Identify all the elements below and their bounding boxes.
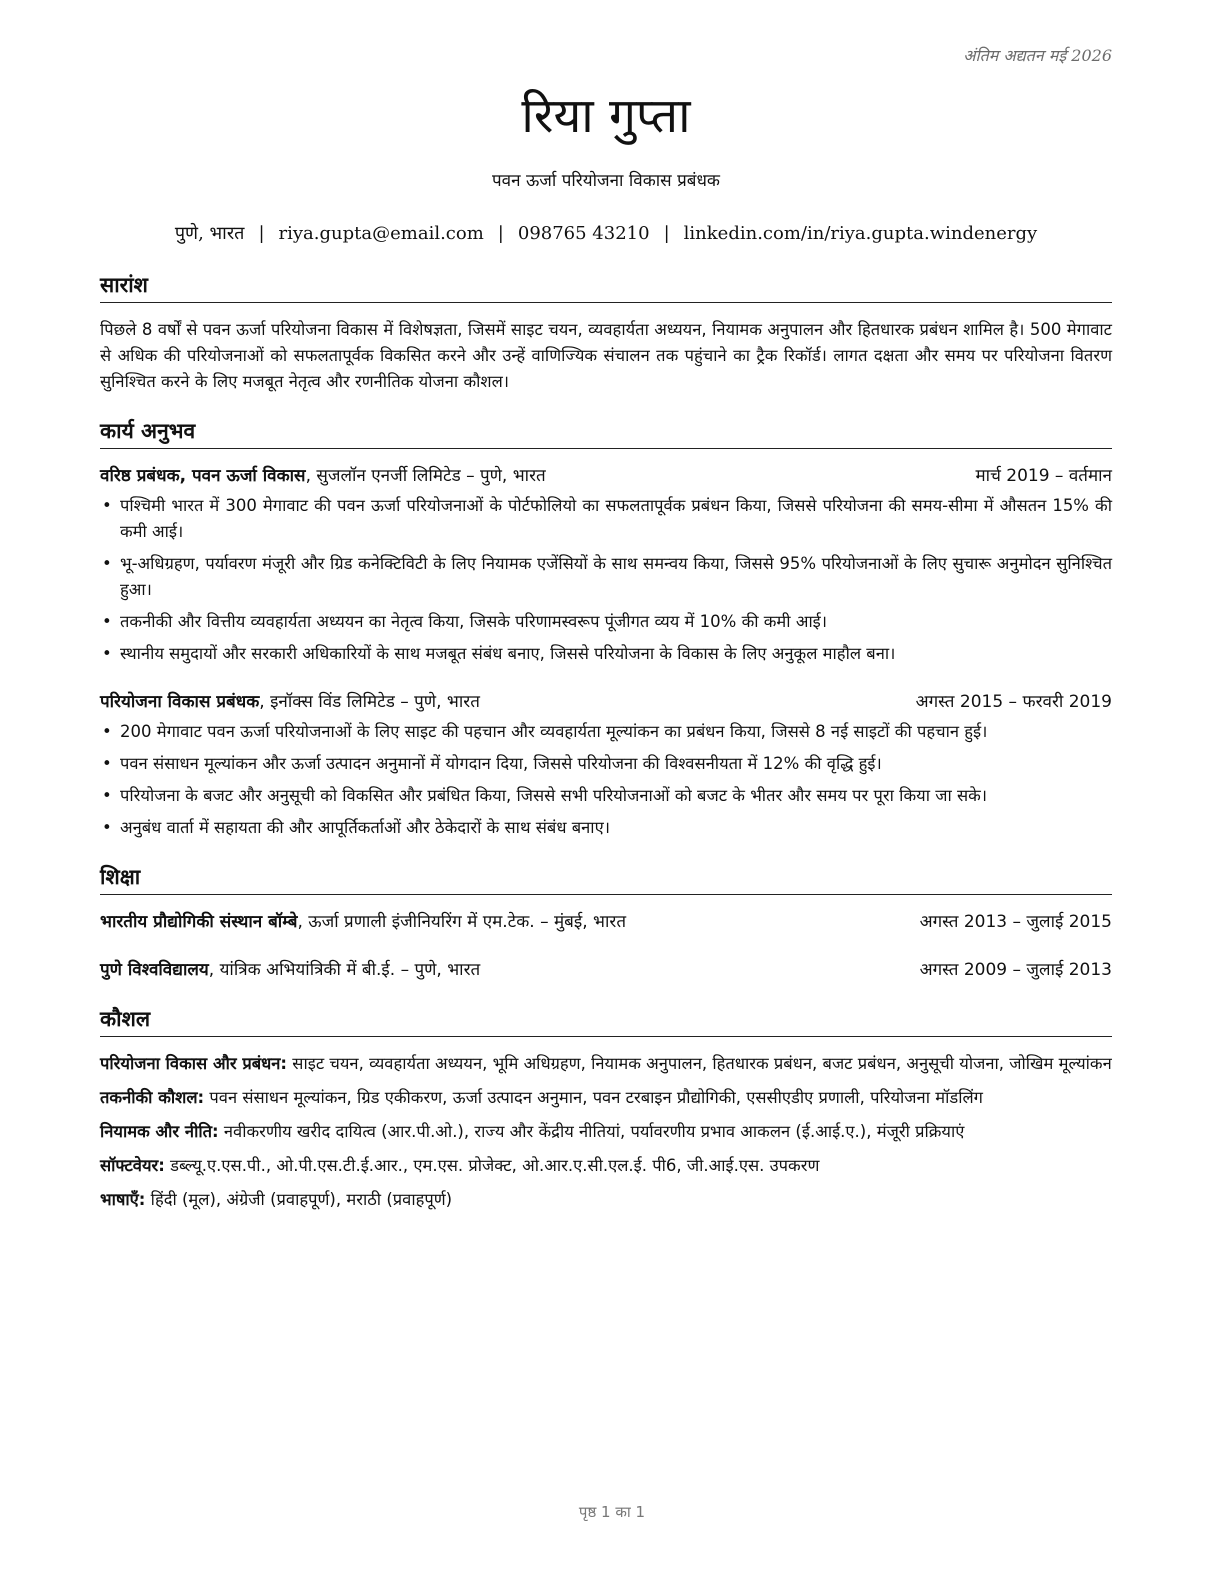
bullet-dot: • xyxy=(102,818,112,837)
education-section xyxy=(100,863,1112,983)
experience-list xyxy=(100,463,1112,841)
job-role: वरिष्ठ प्रबंधक, पवन ऊर्जा विकास xyxy=(100,466,306,486)
skill-label: सॉफ्टवेयर: xyxy=(100,1156,165,1175)
job-company: , सुजलॉन एनर्जी लिमिटेड – पुणे, भारत xyxy=(305,466,546,486)
education-dates: अगस्त 2013 – जुलाई 2015 xyxy=(919,912,1112,932)
skill-row xyxy=(100,1051,1112,1077)
skill-value: पवन संसाधन मूल्यांकन, ग्रिड एकीकरण, ऊर्जा उत्पादन अनुमान, पवन टरबाइन प्रौद्योगिकी, एससीएडीए प्रणाली, परियोजना मॉडलिंग xyxy=(204,1088,983,1107)
job-company: , इनॉक्स विंड लिमिटेड – पुणे, भारत xyxy=(259,692,480,712)
job-role: परियोजना विकास प्रबंधक xyxy=(100,692,260,712)
job-bullet-text: भू-अधिग्रहण, पर्यावरण मंजूरी और ग्रिड कनेक्टिविटी के लिए नियामक एजेंसियों के साथ समन्वय किया, जिससे 95% परियोजनाओं के लिए सुचारू अनुमोदन सुनिश्चित हुआ। xyxy=(120,554,1112,599)
skill-label: भाषाएँ: xyxy=(100,1190,146,1209)
skill-row xyxy=(100,1153,1112,1179)
bullet-dot: • xyxy=(102,644,112,663)
resume-page xyxy=(100,0,1112,1221)
contact-separator: | xyxy=(497,223,504,244)
skills-section xyxy=(100,1005,1112,1213)
section-heading-skills: कौशल xyxy=(100,1005,1112,1037)
bullet-dot: • xyxy=(102,754,112,773)
bullet-dot: • xyxy=(102,722,112,741)
education-institution: भारतीय प्रौद्योगिकी संस्थान बॉम्बे xyxy=(100,912,298,932)
skill-row xyxy=(100,1085,1112,1111)
job-bullets xyxy=(100,493,1112,667)
summary-section xyxy=(100,271,1112,395)
summary-text: पिछले 8 वर्षों से पवन ऊर्जा परियोजना विकास में विशेषज्ञता, जिसमें साइट चयन, व्यवहार्यता अध्ययन, नियामक अनुपालन और हितधारक प्रबंधन शामिल है। 500 मेगावाट से अधिक की परियोजनाओं को सफलतापूर्वक विकसित करने और उन्हें वाणिज्यिक संचालन तक पहुंचाने का ट्रैक रिकॉर्ड। लागत दक्षता और समय पर परियोजना वितरण सुनिश्चित करने के लिए मजबूत नेतृत्व और रणनीतिक योजना कौशल। xyxy=(100,320,1112,391)
education-institution: पुणे विश्वविद्यालय xyxy=(100,960,209,980)
job-bullet-text: पश्चिमी भारत में 300 मेगावाट की पवन ऊर्जा परियोजनाओं के पोर्टफोलियो का सफलतापूर्वक प्रबंधन किया, जिससे परियोजना की समय-सीमा में औसतन 15% की कमी आई। xyxy=(120,496,1112,541)
job-bullet-text: पवन संसाधन मूल्यांकन और ऊर्जा उत्पादन अनुमानों में योगदान दिया, जिससे परियोजना की विश्वसनीयता में 12% की वृद्धि हुई। xyxy=(120,754,882,773)
job-bullet-text: तकनीकी और वित्तीय व्यवहार्यता अध्ययन का नेतृत्व किया, जिसके परिणामस्वरूप पूंजीगत व्यय में 10% की कमी आई। xyxy=(120,612,828,631)
candidate-name: रिया गुप्ता xyxy=(521,88,691,144)
experience-section xyxy=(100,417,1112,841)
skill-row xyxy=(100,1187,1112,1213)
bullet-dot: • xyxy=(102,496,112,515)
contact-line xyxy=(100,221,1112,245)
job-header xyxy=(100,463,1112,489)
education-dates: अगस्त 2009 – जुलाई 2013 xyxy=(919,960,1112,980)
last-updated-date: अंतिम अद्यतन मई 2026 xyxy=(963,46,1112,65)
job-bullet xyxy=(100,719,1112,745)
job-bullet xyxy=(100,641,1112,667)
job-bullet-text: परियोजना के बजट और अनुसूची को विकसित और प्रबंधित किया, जिससे सभी परियोजनाओं को बजट के भीतर और समय पर पूरा किया जा सके। xyxy=(120,786,988,805)
section-heading-experience: कार्य अनुभव xyxy=(100,417,1112,449)
job-bullet xyxy=(100,493,1112,545)
job-header xyxy=(100,689,1112,715)
contact-location: पुणे, भारत xyxy=(174,223,245,244)
job-entry xyxy=(100,689,1112,841)
contact-email[interactable]: riya.gupta@email.com xyxy=(278,223,484,244)
skill-value: साइट चयन, व्यवहार्यता अध्ययन, भूमि अधिग्रहण, नियामक अनुपालन, हितधारक प्रबंधन, बजट प्रबंधन, अनुसूची योजना, जोखिम मूल्यांकन xyxy=(287,1054,1112,1073)
candidate-title: पवन ऊर्जा परियोजना विकास प्रबंधक xyxy=(492,171,720,191)
job-bullets xyxy=(100,719,1112,841)
job-bullet xyxy=(100,783,1112,809)
bullet-dot: • xyxy=(102,612,112,631)
job-title-line xyxy=(100,463,546,489)
education-line xyxy=(100,957,480,983)
bullet-dot: • xyxy=(102,554,112,573)
contact-separator: | xyxy=(258,223,265,244)
skills-list xyxy=(100,1051,1112,1213)
section-heading-education: शिक्षा xyxy=(100,863,1112,895)
job-dates: मार्च 2019 – वर्तमान xyxy=(975,466,1112,486)
contact-phone: 098765 43210 xyxy=(517,223,650,244)
job-entry xyxy=(100,463,1112,667)
job-dates: अगस्त 2015 – फरवरी 2019 xyxy=(915,692,1112,712)
bullet-dot: • xyxy=(102,786,112,805)
education-detail: , यांत्रिक अभियांत्रिकी में बी.ई. – पुणे, भारत xyxy=(208,960,481,980)
education-entry xyxy=(100,957,1112,983)
education-line xyxy=(100,909,626,935)
skill-value: नवीकरणीय खरीद दायित्व (आर.पी.ओ.), राज्य और केंद्रीय नीतियां, पर्यावरणीय प्रभाव आकलन (ई.आई.ए.), मंजूरी प्रक्रियाएं xyxy=(218,1122,965,1141)
job-bullet xyxy=(100,815,1112,841)
skill-label: तकनीकी कौशल: xyxy=(100,1088,205,1107)
job-bullet-text: स्थानीय समुदायों और सरकारी अधिकारियों के साथ मजबूत संबंध बनाए, जिससे परियोजना के विकास के लिए अनुकूल माहौल बना। xyxy=(120,644,896,663)
skill-label: परियोजना विकास और प्रबंधन: xyxy=(100,1054,288,1073)
section-heading-summary: सारांश xyxy=(100,271,1112,303)
contact-linkedin[interactable]: linkedin.com/in/riya.gupta.windenergy xyxy=(683,223,1038,244)
job-bullet-text: 200 मेगावाट पवन ऊर्जा परियोजनाओं के लिए साइट की पहचान और व्यवहार्यता मूल्यांकन का प्रबंधन किया, जिससे 8 नई साइटों की पहचान हुई। xyxy=(120,722,988,741)
skill-value: डब्ल्यू.ए.एस.पी., ओ.पी.एस.टी.ई.आर., एम.एस. प्रोजेक्ट, ओ.आर.ए.सी.एल.ई. पी6, जी.आई.एस. उपकरण xyxy=(164,1156,820,1175)
page-number: पृष्ठ 1 का 1 xyxy=(578,1503,646,1521)
job-bullet xyxy=(100,609,1112,635)
education-list xyxy=(100,909,1112,983)
skill-label: नियामक और नीति: xyxy=(100,1122,219,1141)
contact-separator: | xyxy=(663,223,670,244)
job-bullet xyxy=(100,751,1112,777)
job-bullet-text: अनुबंध वार्ता में सहायता की और आपूर्तिकर्ताओं और ठेकेदारों के साथ संबंध बनाए। xyxy=(120,818,610,837)
job-title-line xyxy=(100,689,480,715)
skill-row xyxy=(100,1119,1112,1145)
education-entry xyxy=(100,909,1112,935)
job-bullet xyxy=(100,551,1112,603)
skill-value: हिंदी (मूल), अंग्रेजी (प्रवाहपूर्ण), मराठी (प्रवाहपूर्ण) xyxy=(145,1190,453,1209)
education-detail: , ऊर्जा प्रणाली इंजीनियरिंग में एम.टेक. – मुंबई, भारत xyxy=(297,912,627,932)
